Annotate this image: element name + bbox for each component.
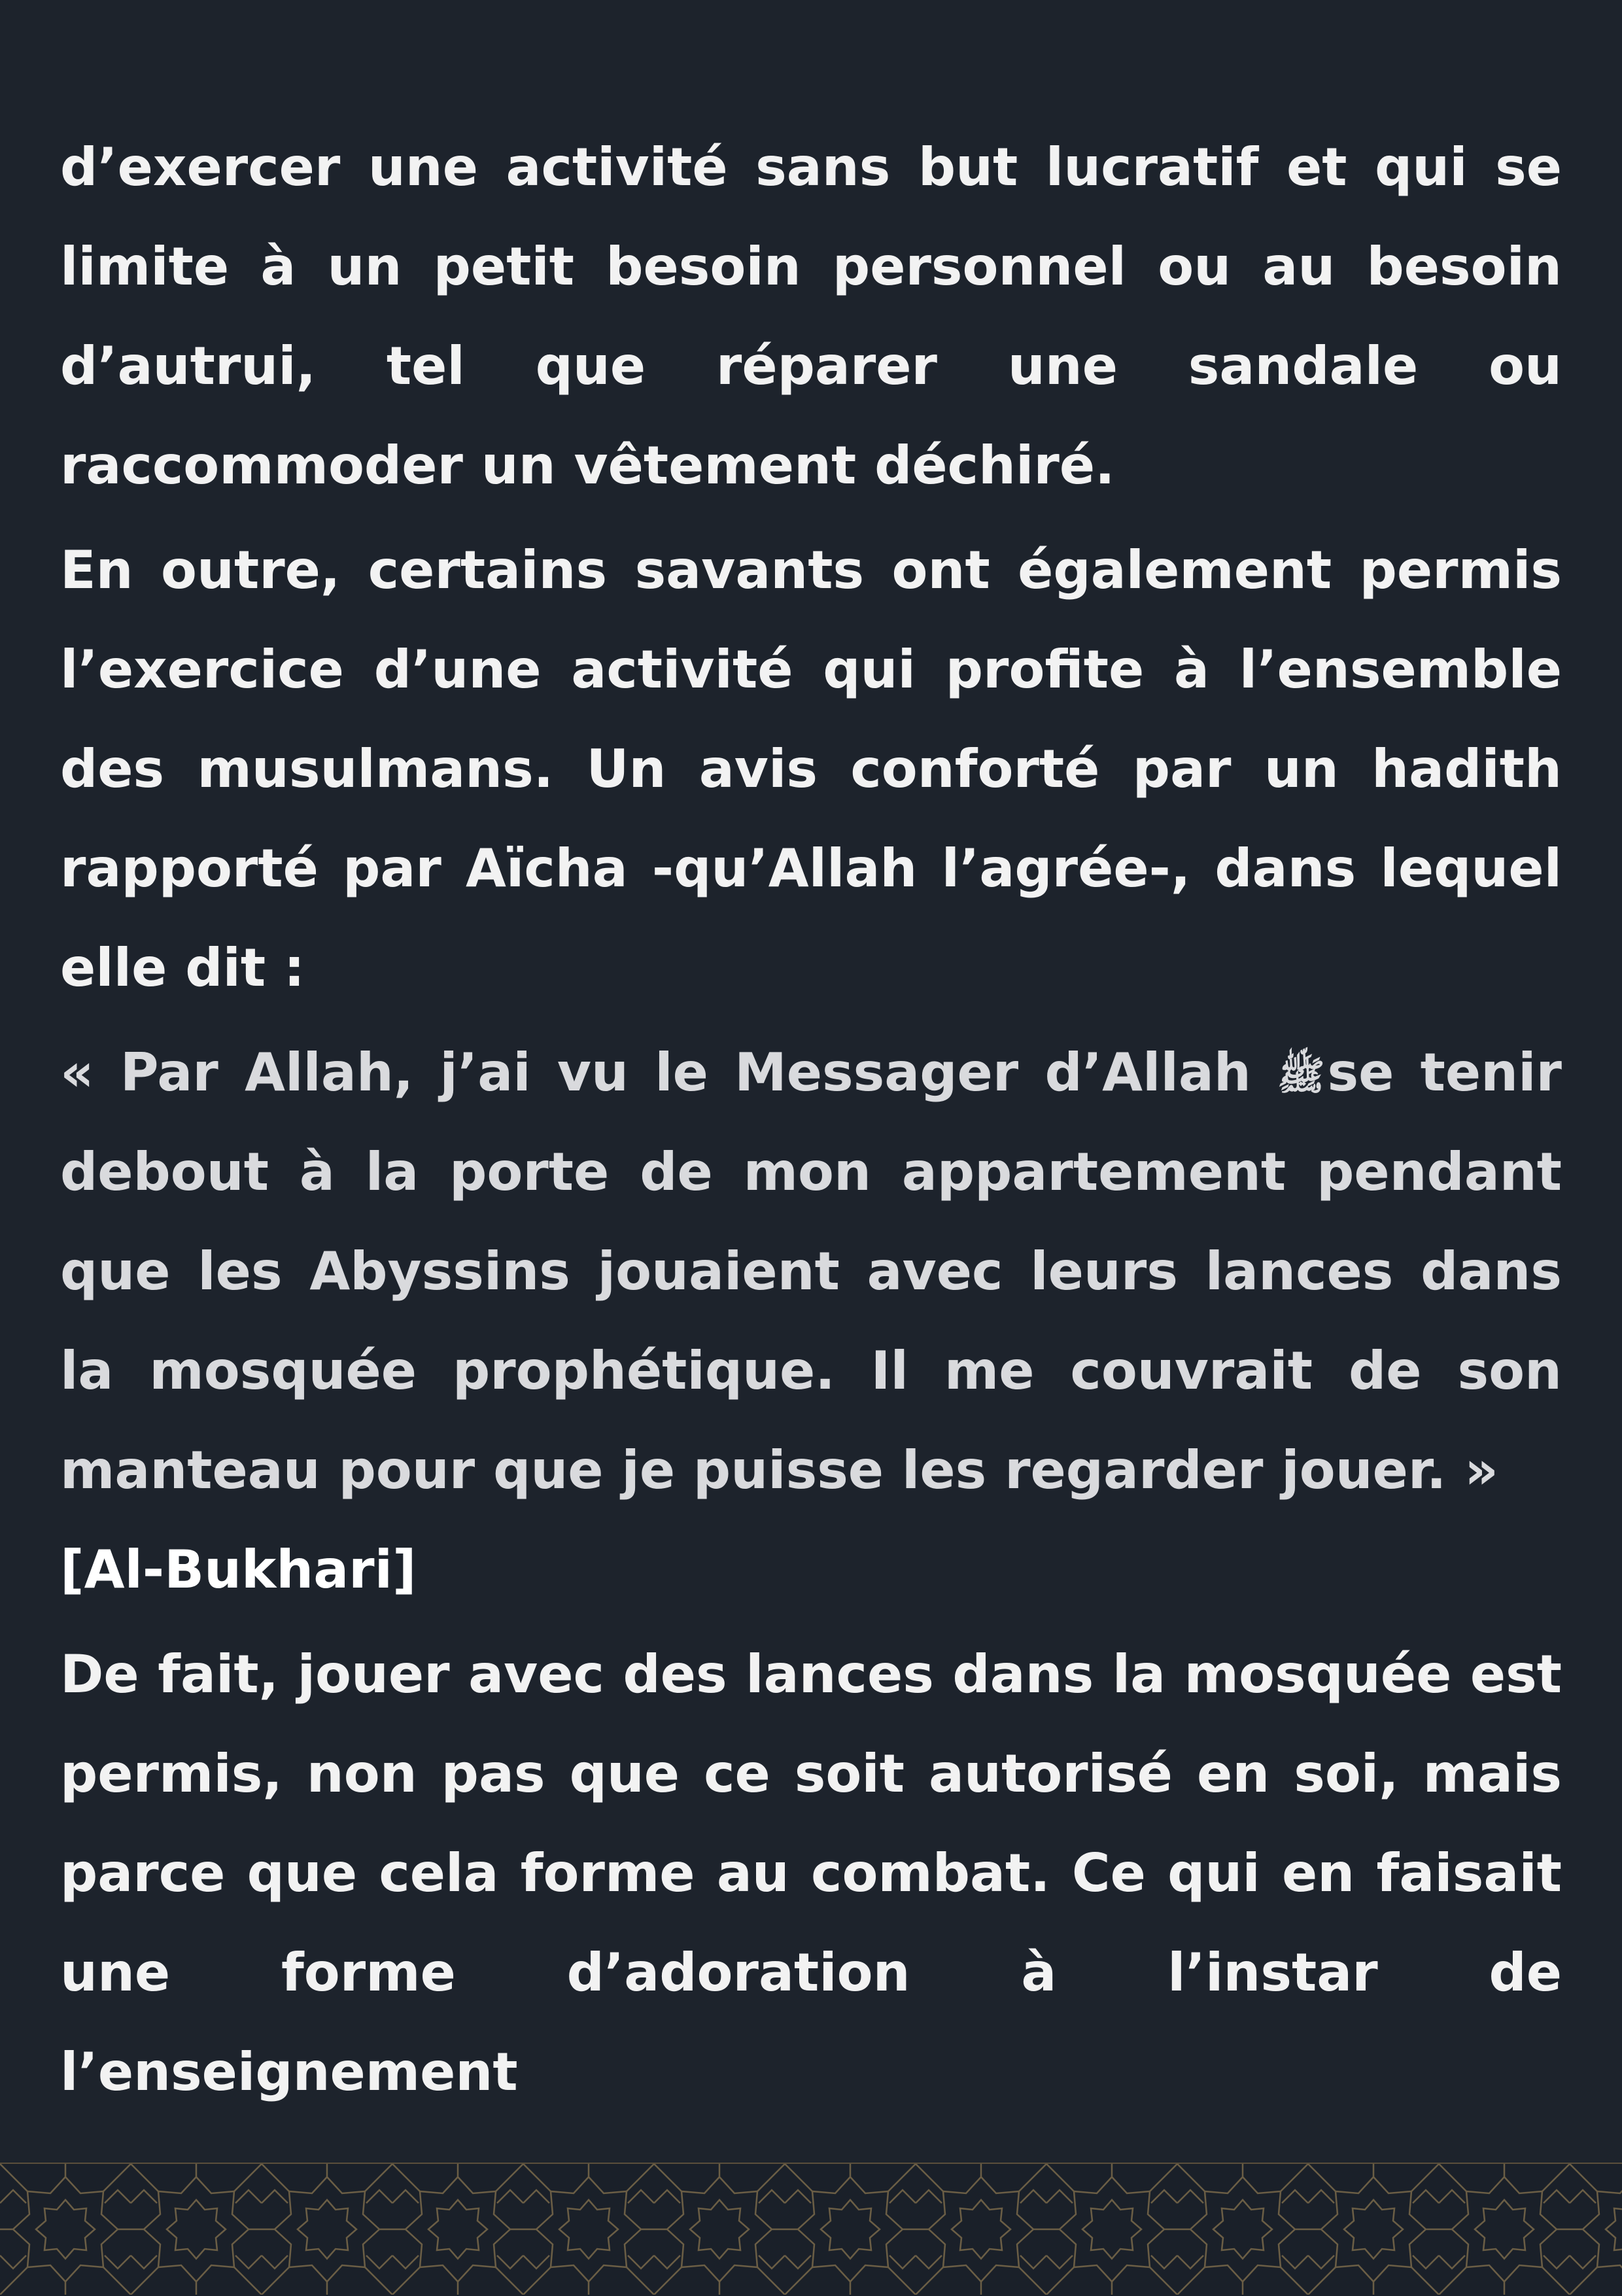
islamic-geometric-pattern-icon: [0, 2164, 1622, 2295]
paragraph-4: De fait, jouer avec des lances dans la mosquée est permis, non pas que ce soit autorisé en soi, mais parce que cela forme au combat. Ce qui en faisait une forme d’adoration à l’instar de l’enseignement: [60, 1644, 1562, 2102]
hadith-quote-start: « Par Allah, j’ai vu le Messager d’Allah: [60, 1042, 1278, 1103]
page-body: [60, 118, 1562, 2127]
salutation-glyph: ﷺ: [1277, 1053, 1325, 1100]
hadith-quote: [60, 1023, 1562, 1620]
footer-ornament-band: [0, 2163, 1622, 2296]
paragraph-1: d’exercer une activité sans but lucratif et qui se limite à un petit besoin personnel ou au besoin d’autrui, tel que réparer une sandale ou raccommoder un vêtement déchiré.: [60, 137, 1562, 496]
paragraph-2: En outre, certains savants ont également permis l’exercice d’une activité qui profite à l’ensemble des musulmans. Un avis conforté par un hadith rapporté par Aïcha -qu’Allah l’agrée-, dans lequel elle dit :: [60, 540, 1562, 998]
hadith-quote-end: se tenir debout à la porte de mon appartement pendant que les Abyssins jouaient avec leurs lances dans la mosquée prophétique. Il me couvrait de son manteau pour que je puisse les regarder jouer. »: [60, 1042, 1562, 1501]
hadith-source: [Al-Bukhari]: [60, 1539, 417, 1600]
